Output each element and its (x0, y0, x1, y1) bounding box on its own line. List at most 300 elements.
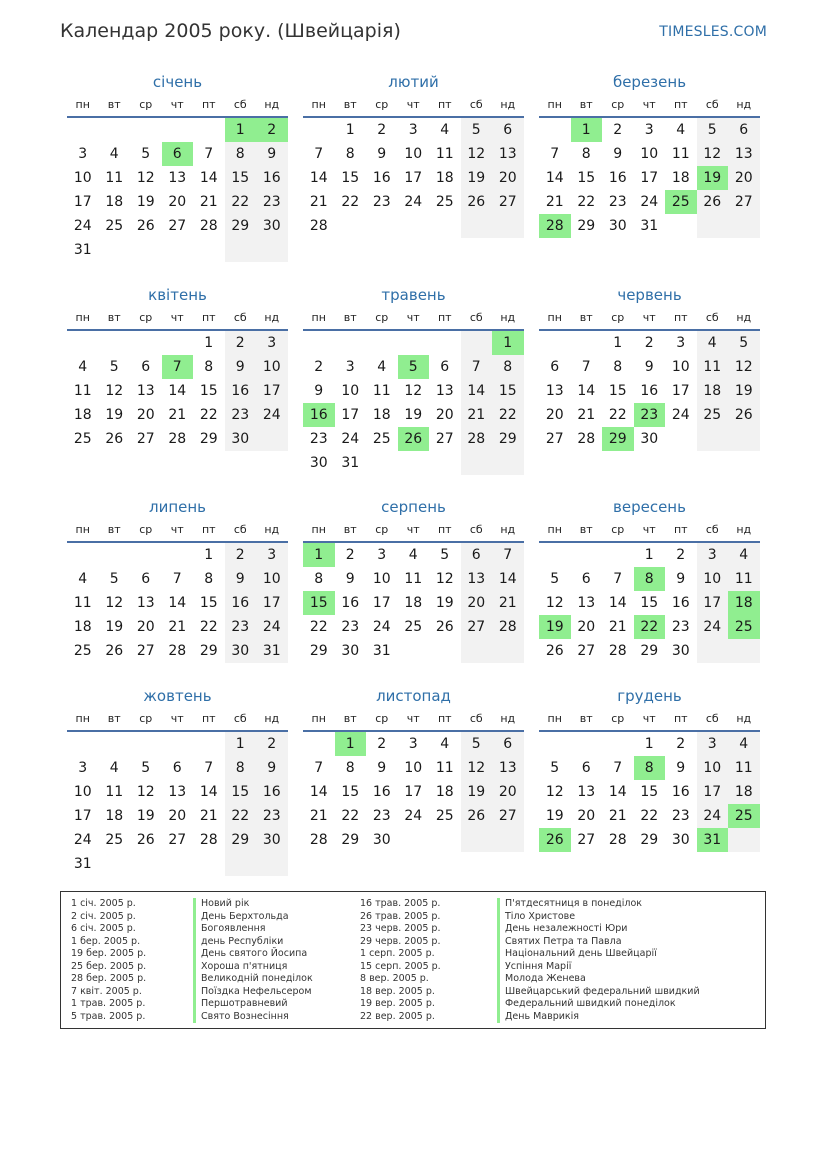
day-cell: 14 (461, 379, 493, 403)
day-cell: 1 (644, 736, 654, 752)
day-cell: 2 (314, 359, 324, 375)
month-6 (539, 283, 760, 451)
empty-day-cell (571, 331, 603, 355)
empty-day-cell (335, 214, 367, 238)
day-cell: 17 (73, 808, 92, 824)
weekday-label: пн (311, 311, 326, 324)
weekday-label: сб (233, 523, 247, 536)
empty-day-cell (99, 331, 131, 355)
day-cell: 9 (377, 146, 387, 162)
day-cell: 7 (613, 760, 623, 776)
day-cell: 6 (172, 760, 182, 776)
weekday-label: пн (311, 98, 326, 111)
day-cell: 16 (372, 784, 391, 800)
week-row (303, 639, 524, 663)
day-cell: 15 (303, 591, 335, 615)
day-cell: 19 (404, 407, 423, 423)
day-cell: 5 (550, 571, 560, 587)
weekday-label: ср (375, 98, 389, 111)
day-cell: 22 (577, 194, 596, 210)
day-cell: 5 (461, 732, 493, 756)
day-cell: 24 (697, 615, 729, 639)
day-cell: 16 (256, 166, 288, 190)
day-cell: 2 (345, 547, 355, 563)
day-cell: 13 (492, 756, 524, 780)
weekday-label: вт (579, 523, 593, 536)
weekday-label: нд (264, 98, 280, 111)
day-cell: 13 (136, 383, 155, 399)
day-cell: 13 (577, 784, 596, 800)
empty-day-cell (67, 543, 99, 567)
day-cell: 14 (577, 383, 596, 399)
week-row (67, 214, 288, 238)
day-cell: 30 (671, 832, 690, 848)
day-cell: 28 (199, 832, 218, 848)
legend-holiday-name: Національний день Швейцарії (497, 948, 700, 961)
day-cell: 24 (256, 615, 288, 639)
day-cell: 20 (168, 194, 187, 210)
empty-day-cell (193, 852, 225, 876)
day-cell: 17 (372, 595, 391, 611)
day-cell: 4 (408, 547, 418, 563)
weekday-label: пн (311, 523, 326, 536)
empty-day-cell (130, 238, 162, 262)
legend-holiday-name: День святого Йосипа (193, 948, 313, 961)
day-cell: 26 (435, 619, 454, 635)
day-cell: 2 (644, 335, 654, 351)
day-cell: 26 (545, 643, 564, 659)
day-cell: 7 (461, 355, 493, 379)
day-cell: 27 (545, 431, 564, 447)
day-cell: 17 (697, 591, 729, 615)
weekday-label: ср (611, 98, 625, 111)
day-cell: 6 (550, 359, 560, 375)
day-cell: 30 (225, 427, 257, 451)
day-cell: 25 (728, 615, 760, 639)
day-cell: 23 (608, 194, 627, 210)
day-cell: 22 (225, 804, 257, 828)
legend-date: 1 січ. 2005 р. (71, 898, 136, 909)
week-row (303, 331, 524, 355)
day-cell: 15 (608, 383, 627, 399)
legend-holiday-name: Святих Петра та Павла (497, 936, 700, 949)
weekday-label: чт (170, 98, 184, 111)
day-cell: 21 (199, 808, 218, 824)
day-cell: 7 (314, 760, 324, 776)
day-cell: 11 (105, 170, 124, 186)
legend-holiday-name: Першотравневий (193, 998, 313, 1011)
day-cell: 3 (697, 732, 729, 756)
day-cell: 31 (73, 242, 92, 258)
day-cell: 4 (728, 543, 760, 567)
week-row (303, 355, 524, 379)
day-cell: 8 (345, 760, 355, 776)
day-cell: 27 (577, 643, 596, 659)
month-name: листопад (376, 687, 451, 705)
month-3 (539, 70, 760, 238)
day-cell: 26 (461, 804, 493, 828)
day-cell: 31 (697, 828, 729, 852)
day-cell: 14 (608, 784, 627, 800)
day-cell: 14 (608, 595, 627, 611)
week-row (303, 142, 524, 166)
week-row (303, 379, 524, 403)
week-row (67, 118, 288, 142)
legend-date: 18 вер. 2005 р. (360, 985, 435, 997)
weekday-header (539, 94, 760, 118)
week-row (539, 331, 760, 355)
day-cell: 31 (73, 856, 92, 872)
weekday-label: сб (705, 712, 719, 725)
day-cell: 13 (435, 383, 454, 399)
month-name: травень (381, 286, 446, 304)
day-cell: 17 (404, 170, 423, 186)
weekday-label: чт (170, 311, 184, 324)
empty-day-cell (130, 331, 162, 355)
day-cell: 23 (256, 804, 288, 828)
day-cell: 28 (309, 832, 328, 848)
day-cell: 25 (105, 832, 124, 848)
day-cell: 21 (608, 808, 627, 824)
empty-day-cell (162, 732, 194, 756)
weekday-label: пн (547, 523, 562, 536)
day-cell: 31 (640, 218, 659, 234)
weekday-label: вт (107, 311, 121, 324)
day-cell: 19 (461, 780, 493, 804)
day-cell: 22 (492, 403, 524, 427)
weekday-label: пт (437, 712, 452, 725)
empty-day-cell (492, 828, 524, 852)
week-row (67, 615, 288, 639)
day-cell: 20 (136, 407, 155, 423)
day-cell: 22 (199, 407, 218, 423)
legend-holiday-name: День Берхтольда (193, 911, 313, 924)
empty-day-cell (67, 331, 99, 355)
day-cell: 15 (225, 780, 257, 804)
day-cell: 30 (608, 218, 627, 234)
weekday-label: сб (705, 523, 719, 536)
weekday-label: нд (500, 311, 516, 324)
day-cell: 19 (728, 379, 760, 403)
day-cell: 9 (613, 146, 623, 162)
legend-holiday-name: Хороша п'ятниця (193, 961, 313, 974)
weekday-label: сб (233, 712, 247, 725)
empty-day-cell (398, 214, 430, 238)
day-cell: 19 (545, 808, 564, 824)
day-cell: 23 (671, 619, 690, 635)
day-cell: 9 (676, 571, 686, 587)
empty-day-cell (99, 238, 131, 262)
empty-day-cell (99, 118, 131, 142)
weekday-label: чт (642, 712, 656, 725)
weekday-label: сб (469, 311, 483, 324)
day-cell: 18 (105, 194, 124, 210)
day-cell: 17 (256, 591, 288, 615)
site-link[interactable]: TIMESLES.COM (659, 24, 767, 40)
day-cell: 16 (372, 170, 391, 186)
weekday-label: пт (201, 712, 216, 725)
empty-day-cell (193, 118, 225, 142)
day-cell: 3 (345, 359, 355, 375)
day-cell: 1 (204, 335, 214, 351)
weekday-label: чт (406, 523, 420, 536)
day-cell: 13 (461, 567, 493, 591)
day-cell: 5 (697, 118, 729, 142)
empty-day-cell (130, 852, 162, 876)
month-7 (67, 495, 288, 663)
day-cell: 5 (398, 355, 430, 379)
day-cell: 15 (199, 383, 218, 399)
day-cell: 24 (404, 808, 423, 824)
day-cell: 4 (377, 359, 387, 375)
day-cell: 24 (640, 194, 659, 210)
day-cell: 11 (372, 383, 391, 399)
day-cell: 17 (697, 780, 729, 804)
day-cell: 21 (492, 591, 524, 615)
week-row (303, 615, 524, 639)
week-row (67, 379, 288, 403)
legend-names-right (497, 898, 700, 1023)
legend-date: 16 трав. 2005 р. (360, 898, 441, 909)
day-cell: 4 (78, 359, 88, 375)
week-row (67, 166, 288, 190)
day-cell: 29 (602, 427, 634, 451)
day-cell: 30 (256, 214, 288, 238)
day-cell: 28 (309, 218, 328, 234)
day-cell: 8 (314, 571, 324, 587)
day-cell: 12 (136, 784, 155, 800)
day-cell: 8 (634, 756, 666, 780)
day-cell: 29 (640, 832, 659, 848)
month-name: жовтень (143, 687, 212, 705)
month-name: квітень (148, 286, 207, 304)
day-cell: 20 (577, 808, 596, 824)
day-cell: 11 (697, 355, 729, 379)
empty-day-cell (697, 214, 729, 238)
day-cell: 3 (676, 335, 686, 351)
month-1 (67, 70, 288, 262)
day-cell: 29 (199, 431, 218, 447)
weekday-label: ср (139, 98, 153, 111)
week-row (539, 427, 760, 451)
day-cell: 23 (225, 615, 257, 639)
week-row (67, 756, 288, 780)
day-cell: 26 (398, 427, 430, 451)
weekday-label: ср (611, 311, 625, 324)
day-cell: 10 (73, 170, 92, 186)
empty-day-cell (461, 331, 493, 355)
day-cell: 14 (199, 170, 218, 186)
day-cell: 1 (345, 122, 355, 138)
weekday-header (303, 519, 524, 543)
empty-day-cell (256, 238, 288, 262)
day-cell: 21 (545, 194, 564, 210)
day-cell: 4 (109, 760, 119, 776)
day-cell: 12 (404, 383, 423, 399)
weekday-label: чт (642, 98, 656, 111)
weekday-header (303, 708, 524, 732)
weekday-label: чт (406, 311, 420, 324)
week-row (67, 780, 288, 804)
day-cell: 22 (341, 194, 360, 210)
weekday-label: пн (75, 523, 90, 536)
day-cell: 5 (109, 359, 119, 375)
day-cell: 2 (256, 732, 288, 756)
day-cell: 9 (345, 571, 355, 587)
day-cell: 11 (73, 383, 92, 399)
day-cell: 21 (608, 619, 627, 635)
legend-holiday-name: Свято Вознесіння (193, 1011, 313, 1024)
weekday-label: пт (201, 523, 216, 536)
day-cell: 4 (78, 571, 88, 587)
day-cell: 8 (204, 359, 214, 375)
day-cell: 1 (613, 335, 623, 351)
month-name: липень (148, 498, 207, 516)
day-cell: 1 (225, 118, 257, 142)
day-cell: 16 (256, 780, 288, 804)
weekday-label: пт (673, 311, 688, 324)
legend-holiday-name: Успіння Марії (497, 961, 700, 974)
day-cell: 25 (435, 808, 454, 824)
day-cell: 18 (105, 808, 124, 824)
day-cell: 12 (105, 383, 124, 399)
day-cell: 18 (697, 379, 729, 403)
legend-date: 1 бер. 2005 р. (71, 935, 141, 947)
day-cell: 11 (728, 756, 760, 780)
day-cell: 9 (256, 142, 288, 166)
day-cell: 17 (640, 170, 659, 186)
legend-date: 22 вер. 2005 р. (360, 1010, 435, 1022)
day-cell: 19 (435, 595, 454, 611)
day-cell: 1 (335, 732, 367, 756)
empty-day-cell (429, 828, 461, 852)
legend-date: 8 вер. 2005 р. (360, 973, 429, 984)
empty-day-cell (492, 639, 524, 663)
day-cell: 26 (136, 832, 155, 848)
day-cell: 27 (168, 218, 187, 234)
day-cell: 28 (577, 431, 596, 447)
day-cell: 3 (408, 736, 418, 752)
weekday-label: вт (343, 311, 357, 324)
week-row (539, 142, 760, 166)
day-cell: 20 (435, 407, 454, 423)
empty-day-cell (539, 543, 571, 567)
week-row (303, 804, 524, 828)
day-cell: 22 (634, 615, 666, 639)
empty-day-cell (429, 331, 461, 355)
day-cell: 19 (136, 808, 155, 824)
month-8 (303, 495, 524, 663)
day-cell: 28 (168, 643, 187, 659)
day-cell: 28 (608, 832, 627, 848)
day-cell: 4 (440, 736, 450, 752)
month-name: вересень (613, 498, 686, 516)
day-cell: 30 (671, 643, 690, 659)
day-cell: 8 (345, 146, 355, 162)
empty-day-cell (665, 214, 697, 238)
day-cell: 8 (613, 359, 623, 375)
weekday-label: сб (233, 311, 247, 324)
day-cell: 14 (492, 567, 524, 591)
day-cell: 18 (73, 407, 92, 423)
weekday-header (539, 519, 760, 543)
day-cell: 5 (440, 547, 450, 563)
day-cell: 21 (168, 619, 187, 635)
empty-day-cell (728, 427, 760, 451)
day-cell: 29 (225, 214, 257, 238)
day-cell: 10 (697, 756, 729, 780)
weekday-label: пт (673, 712, 688, 725)
week-row (539, 615, 760, 639)
day-cell: 21 (309, 808, 328, 824)
day-cell: 19 (461, 166, 493, 190)
day-cell: 7 (581, 359, 591, 375)
day-cell: 10 (256, 567, 288, 591)
week-row (539, 780, 760, 804)
empty-day-cell (303, 732, 335, 756)
weekday-label: вт (579, 712, 593, 725)
day-cell: 7 (492, 543, 524, 567)
day-cell: 25 (665, 190, 697, 214)
day-cell: 19 (697, 166, 729, 190)
empty-day-cell (728, 828, 760, 852)
day-cell: 10 (341, 383, 360, 399)
empty-day-cell (130, 118, 162, 142)
legend-names-left (193, 898, 313, 1023)
weekday-label: чт (406, 98, 420, 111)
empty-day-cell (728, 639, 760, 663)
empty-day-cell (162, 238, 194, 262)
day-cell: 27 (136, 643, 155, 659)
day-cell: 12 (461, 756, 493, 780)
month-12 (539, 684, 760, 852)
day-cell: 18 (404, 595, 423, 611)
day-cell: 23 (634, 403, 666, 427)
day-cell: 7 (204, 146, 214, 162)
day-cell: 12 (697, 142, 729, 166)
month-5 (303, 283, 524, 475)
day-cell: 21 (309, 194, 328, 210)
day-cell: 10 (671, 359, 690, 375)
empty-day-cell (571, 543, 603, 567)
week-row (539, 591, 760, 615)
day-cell: 12 (728, 355, 760, 379)
empty-day-cell (130, 543, 162, 567)
day-cell: 1 (644, 547, 654, 563)
day-cell: 2 (676, 736, 686, 752)
legend-date: 26 трав. 2005 р. (360, 910, 441, 922)
month-name: червень (617, 286, 682, 304)
week-row (303, 118, 524, 142)
day-cell: 13 (728, 142, 760, 166)
weekday-label: пт (201, 311, 216, 324)
day-cell: 9 (256, 756, 288, 780)
day-cell: 13 (492, 142, 524, 166)
day-cell: 6 (440, 359, 450, 375)
day-cell: 16 (225, 591, 257, 615)
weekday-label: чт (406, 712, 420, 725)
day-cell: 20 (545, 407, 564, 423)
day-cell: 10 (404, 146, 423, 162)
empty-day-cell (193, 732, 225, 756)
day-cell: 3 (256, 543, 288, 567)
day-cell: 28 (492, 615, 524, 639)
day-cell: 10 (256, 355, 288, 379)
week-row (303, 427, 524, 451)
weekday-label: пт (673, 98, 688, 111)
day-cell: 24 (73, 832, 92, 848)
day-cell: 23 (671, 808, 690, 824)
